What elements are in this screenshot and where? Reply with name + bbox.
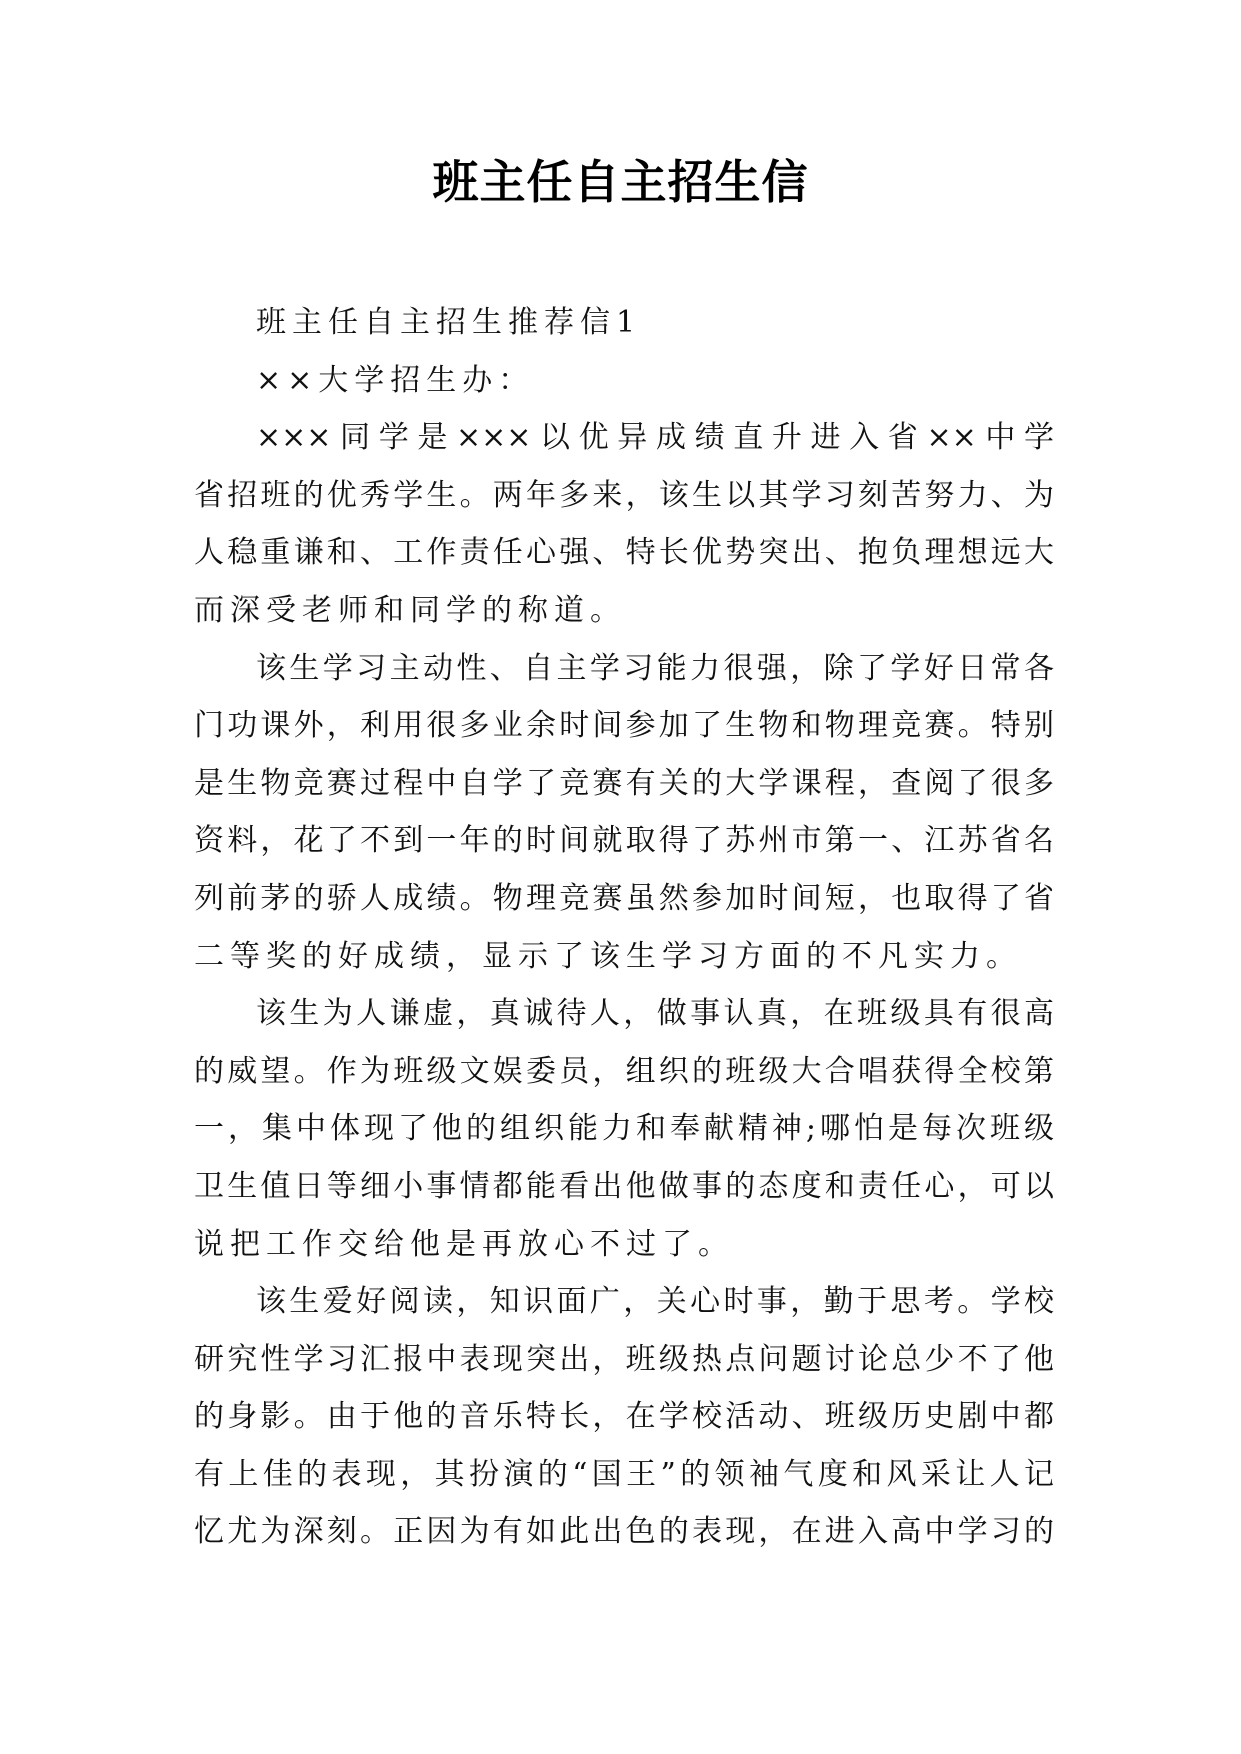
document-body [194,294,1054,1561]
paragraph-2-line: 是生物竞赛过程中自学了竞赛有关的大学课程，查阅了很多 [194,765,1054,801]
paragraph-4-line: 有上佳的表现，其扮演的“国王”的领袖气度和风采让人记 [194,1456,1054,1492]
paragraph-3-line: 该生为人谦虚，真诚待人，做事认真，在班级具有很高 [256,996,1054,1032]
paragraph-4-line: 忆尤为深刻。正因为有如此出色的表现，在进入高中学习的 [194,1514,1054,1550]
paragraph-2-line: 资料，花了不到一年的时间就取得了苏州市第一、江苏省名 [194,823,1054,859]
paragraph-2-line: 列前茅的骄人成绩。物理竞赛虽然参加时间短，也取得了省 [194,880,1054,916]
paragraph-4-line: 的身影。由于他的音乐特长，在学校活动、班级历史剧中都 [194,1399,1054,1435]
paragraph-1-line: 省招班的优秀学生。两年多来，该生以其学习刻苦努力、为 [194,477,1054,513]
document-title: 班主任自主招生信 [432,155,809,209]
letter-salutation: ××大学招生办： [256,362,535,398]
paragraph-3-line: 的威望。作为班级文娱委员，组织的班级大合唱获得全校第 [194,1053,1054,1089]
paragraph-2-line: 二等奖的好成绩，显示了该生学习方面的不凡实力。 [194,938,1022,974]
paragraph-2-line: 该生学习主动性、自主学习能力很强，除了学好日常各 [256,650,1054,686]
paragraph-1-line: 而深受老师和同学的称道。 [194,592,626,628]
paragraph-3-line: 一，集中体现了他的组织能力和奉献精神;哪怕是每次班级 [194,1111,1054,1147]
paragraph-2-line: 门功课外，利用很多业余时间参加了生物和物理竞赛。特别 [194,708,1054,744]
paragraph-3-line: 说把工作交给他是再放心不过了。 [194,1226,734,1262]
paragraph-4-line: 该生爱好阅读，知识面广，关心时事，勤于思考。学校 [256,1284,1054,1320]
paragraph-3-line: 卫生值日等细小事情都能看出他做事的态度和责任心，可以 [194,1168,1054,1204]
letter-subtitle: 班主任自主招生推荐信1 [256,305,642,340]
paragraph-1-line: ×××同学是×××以优异成绩直升进入省××中学 [256,420,1054,456]
paragraph-1-line: 人稳重谦和、工作责任心强、特长优势突出、抱负理想远大 [194,535,1054,571]
paragraph-4-line: 研究性学习汇报中表现突出，班级热点问题讨论总少不了他 [194,1341,1054,1377]
